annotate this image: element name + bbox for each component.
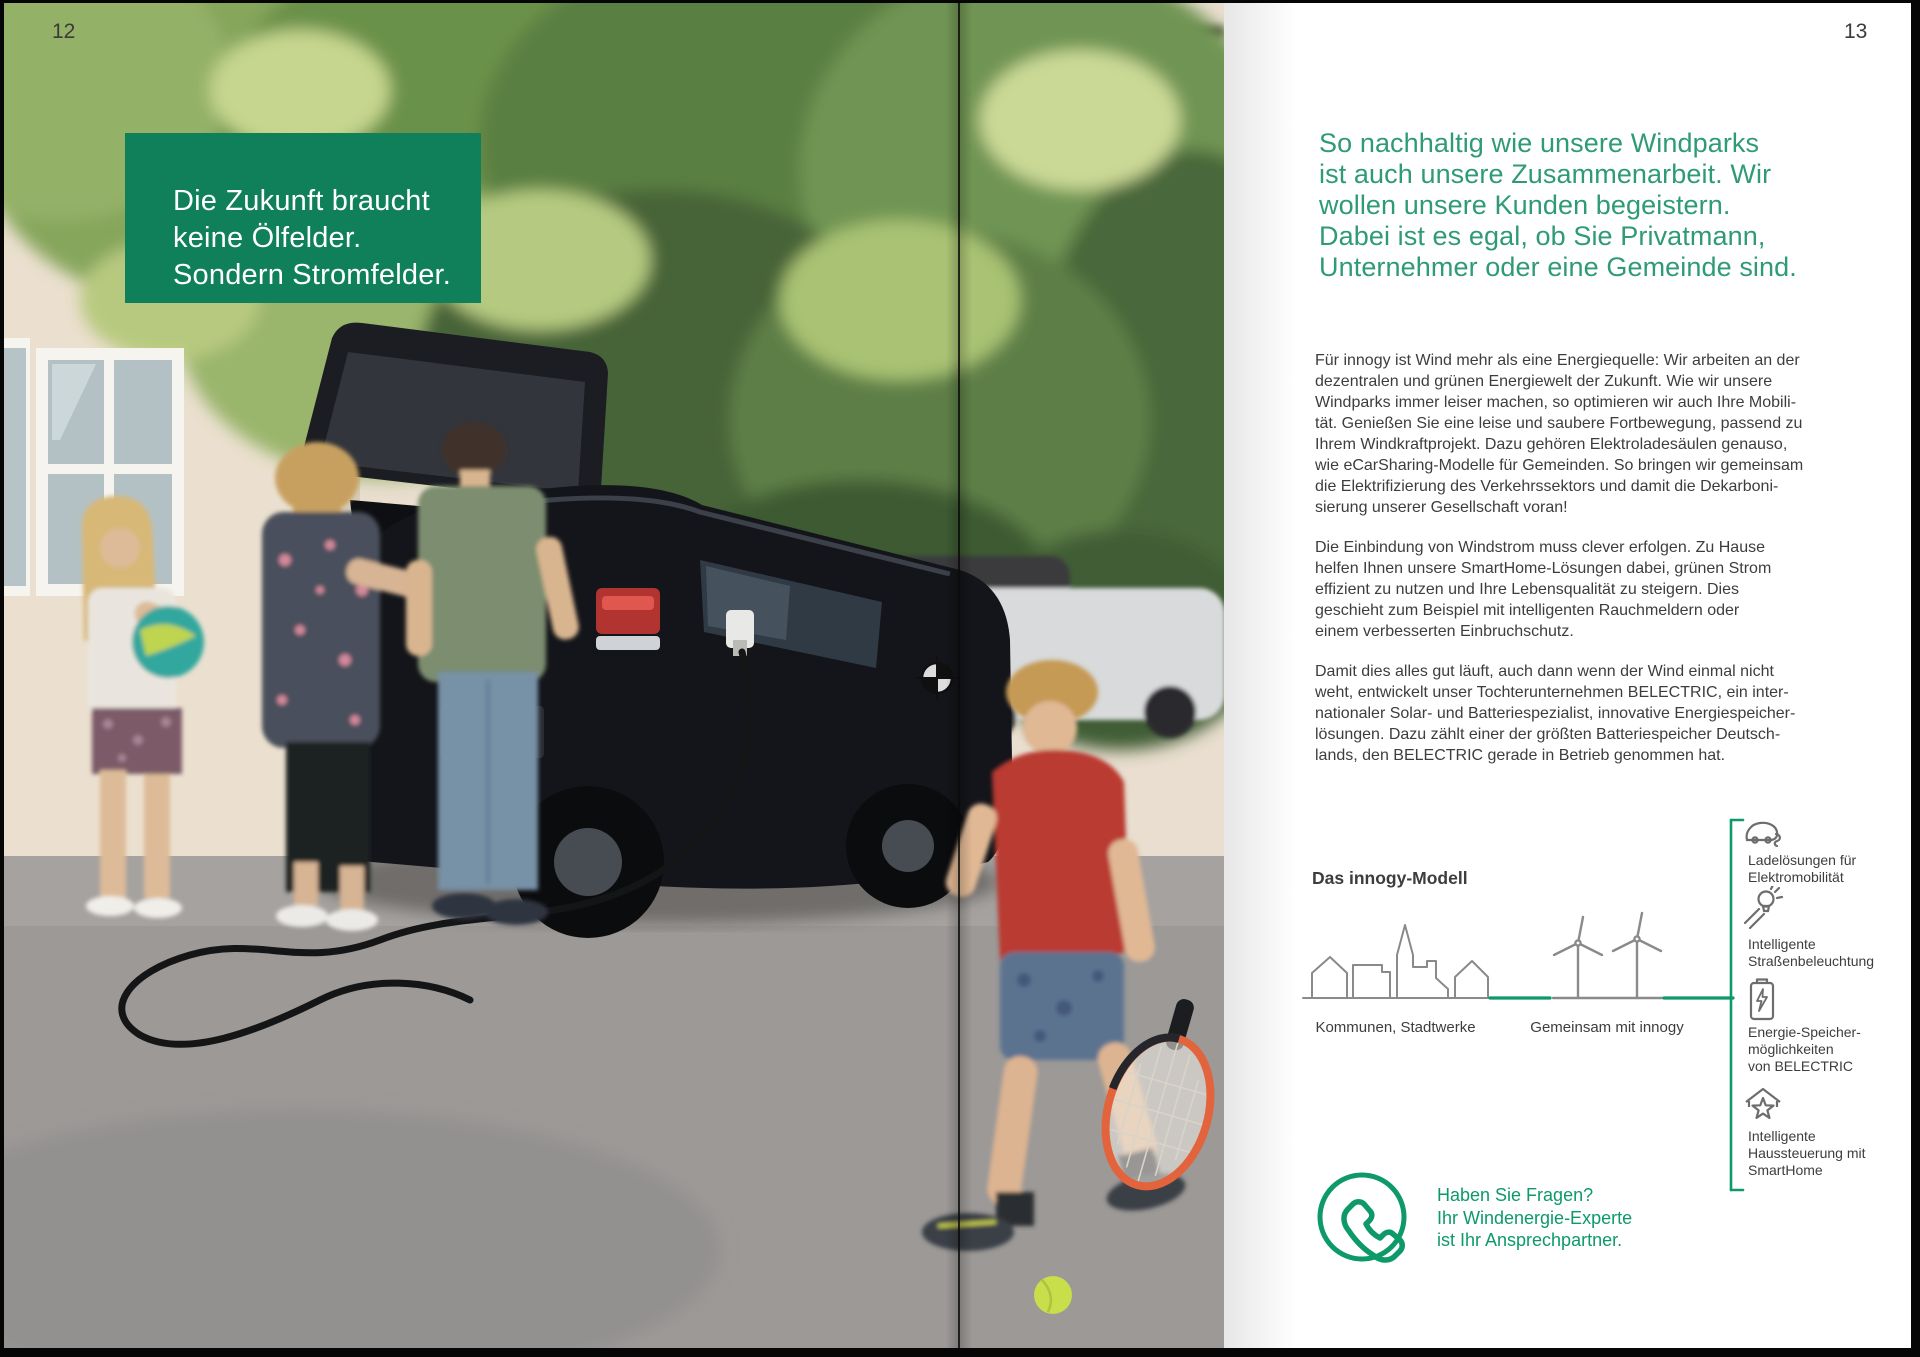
page-fold-line bbox=[958, 0, 960, 1357]
label-kommunen: Kommunen, Stadtwerke bbox=[1315, 1019, 1476, 1036]
benefit-line: möglichkeiten bbox=[1748, 1041, 1834, 1057]
street-light-icon bbox=[1742, 886, 1784, 930]
body-line: einem verbesserten Einbruchschutz. bbox=[1315, 623, 1574, 640]
body-line: tät. Genießen Sie eine leise und saubere Fortbewegung, passend zu bbox=[1315, 415, 1803, 432]
headline-line: ist auch unsere Zusammenarbeit. Wir bbox=[1319, 159, 1772, 189]
battery-icon bbox=[1748, 978, 1776, 1022]
body-line: geschieht zum Beispiel mit intelligenten Rauchmeldern oder bbox=[1315, 602, 1740, 619]
contact-line: Ihr Windenergie-Experte bbox=[1437, 1207, 1633, 1228]
body-line: lösungen. Dazu zählt einer der größten Batteriespeicher Deutsch- bbox=[1315, 726, 1781, 743]
body-line: Windparks immer leiser machen, so optimieren wir auch Ihre Mobili- bbox=[1315, 394, 1797, 411]
benefit-smarthome bbox=[1748, 1128, 1866, 1179]
body-line: Für innogy ist Wind mehr als eine Energiequelle: Wir arbeiten an der bbox=[1315, 352, 1800, 369]
label-gemeinsam: Gemeinsam mit innogy bbox=[1530, 1019, 1684, 1036]
quote-line: keine Ölfelder. bbox=[173, 222, 362, 254]
headline-line: So nachhaltig wie unsere Windparks bbox=[1319, 128, 1760, 158]
body-line: Ihrem Windkraftprojekt. Dazu gehören Elektroladesäulen genauso, bbox=[1315, 436, 1788, 453]
benefit-line: Energie-Speicher- bbox=[1748, 1024, 1861, 1040]
quote-line: Die Zukunft braucht bbox=[173, 185, 430, 217]
contact-line: Haben Sie Fragen? bbox=[1437, 1185, 1594, 1205]
body-line: sierung unserer Gesellschaft voran! bbox=[1315, 499, 1568, 516]
benefits-bracket bbox=[1726, 816, 1750, 1194]
contact-line: ist Ihr Ansprechpartner. bbox=[1437, 1230, 1623, 1250]
body-line: weht, entwickelt unser Tochterunternehmen BELECTRIC, ein inter- bbox=[1315, 684, 1789, 701]
body-line: die Elektrifizierung des Verkehrssektors und damit die Dekarboni- bbox=[1315, 478, 1779, 495]
body-line: wie eCarSharing-Modelle für Gemeinden. So bringen wir gemeinsam bbox=[1315, 457, 1804, 474]
page-number-left: 12 bbox=[52, 20, 76, 43]
benefit-line: Straßenbeleuchtung bbox=[1748, 953, 1875, 969]
tennis-ball bbox=[1034, 1276, 1072, 1314]
benefit-line: Haussteuerung mit bbox=[1748, 1145, 1866, 1161]
ev-car-icon bbox=[1742, 818, 1786, 850]
body-line: dezentralen und grünen Energiewelt der Zukunft. Wie wir unsere bbox=[1315, 373, 1773, 390]
right-page-edge-shade bbox=[1224, 0, 1296, 1357]
headline-line: Unternehmer oder eine Gemeinde sind. bbox=[1319, 252, 1797, 282]
page-number-right: 13 bbox=[1844, 20, 1868, 43]
benefit-line: SmartHome bbox=[1748, 1162, 1823, 1178]
benefit-line: von BELECTRIC bbox=[1748, 1058, 1854, 1074]
model-title: Das innogy-Modell bbox=[1312, 868, 1468, 888]
body-line: effizient zu nutzen und Ihre Lebensqualität zu steigern. Dies bbox=[1315, 581, 1739, 598]
headline-line: Dabei ist es egal, ob Sie Privatmann, bbox=[1319, 221, 1766, 251]
benefit-line: Intelligente bbox=[1748, 1128, 1816, 1144]
body-paragraph-2 bbox=[1315, 537, 1771, 642]
benefit-line: Elektromobilität bbox=[1748, 869, 1844, 885]
page-headline bbox=[1319, 128, 1797, 283]
benefit-streetlight bbox=[1748, 936, 1874, 970]
wind-turbines bbox=[1553, 913, 1662, 998]
city-skyline bbox=[1303, 925, 1488, 998]
body-line: lands, den BELECTRIC gerade in Betrieb genommen hat. bbox=[1315, 747, 1726, 764]
benefit-line: Ladelösungen für bbox=[1748, 852, 1857, 868]
benefit-line: Intelligente bbox=[1748, 936, 1816, 952]
body-line: nationaler Solar- und Batteriespezialist, innovative Energiespeicher- bbox=[1315, 705, 1796, 722]
contact-block bbox=[1437, 1184, 1632, 1252]
benefit-battery bbox=[1748, 1024, 1861, 1075]
phone-icon bbox=[1315, 1170, 1409, 1264]
city-windpark-diagram bbox=[1300, 905, 1740, 1005]
body-paragraph-3 bbox=[1315, 661, 1795, 766]
body-line: helfen Ihnen unsere SmartHome-Lösungen dabei, grünen Strom bbox=[1315, 560, 1772, 577]
smart-home-icon bbox=[1742, 1086, 1784, 1124]
body-paragraph-1 bbox=[1315, 350, 1803, 518]
quote-line: Sondern Stromfelder. bbox=[173, 259, 452, 291]
body-line: Damit dies alles gut läuft, auch dann wenn der Wind einmal nicht bbox=[1315, 663, 1774, 680]
quote-box bbox=[125, 133, 481, 303]
benefit-emobility bbox=[1748, 852, 1856, 886]
headline-line: wollen unsere Kunden begeistern. bbox=[1319, 190, 1731, 220]
body-line: Die Einbindung von Windstrom muss clever erfolgen. Zu Hause bbox=[1315, 539, 1765, 556]
